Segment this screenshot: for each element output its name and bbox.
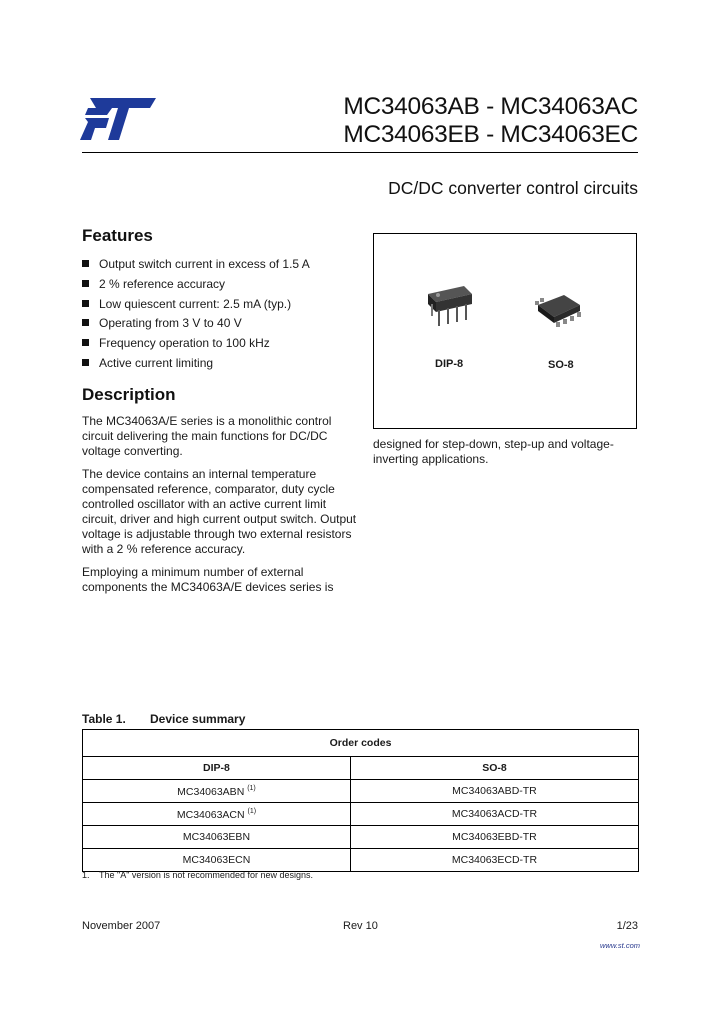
left-column xyxy=(82,226,357,603)
list-item: Low quiescent current: 2.5 mA (typ.) xyxy=(82,296,357,312)
description-heading: Description xyxy=(82,384,176,404)
table-cell: MC34063ECN xyxy=(83,849,351,872)
features-heading: Features xyxy=(82,226,153,245)
square-bullet-icon xyxy=(82,300,89,307)
title-line-1: MC34063AB - MC34063AC xyxy=(343,93,638,120)
table-footnote xyxy=(82,870,313,880)
table-caption xyxy=(82,712,245,726)
table-number: Table 1. xyxy=(82,712,126,726)
table-row xyxy=(83,803,639,826)
square-bullet-icon xyxy=(82,260,89,267)
so8-package-icon xyxy=(534,291,586,331)
list-item: Output switch current in excess of 1.5 A xyxy=(82,256,357,272)
st-logo xyxy=(80,98,156,140)
list-item: 2 % reference accuracy xyxy=(82,276,357,292)
title-line-2: MC34063EB - MC34063EC xyxy=(343,121,638,148)
footer-page-number: 1/23 xyxy=(616,920,638,932)
description-continuation: designed for step-down, step-up and voltage-inverting applications. xyxy=(373,437,614,466)
footnote-number: 1. xyxy=(82,870,90,880)
footer-revision: Rev 10 xyxy=(343,920,378,932)
list-item: Frequency operation to 100 kHz xyxy=(82,335,357,351)
table-cell: MC34063EBN xyxy=(83,826,351,849)
table-row xyxy=(83,780,639,803)
so8-label: SO-8 xyxy=(548,359,574,371)
table-cell: MC34063ABN $^{(1)}$ xyxy=(83,780,351,803)
table-cell: MC34063EBD-TR xyxy=(350,826,638,849)
column-header-dip8: DIP-8 xyxy=(83,757,351,780)
table-cell: MC34063ABD-TR xyxy=(350,780,638,803)
list-item: Active current limiting xyxy=(82,355,357,371)
square-bullet-icon xyxy=(82,319,89,326)
website-link[interactable]: www.st.com xyxy=(599,941,640,950)
square-bullet-icon xyxy=(82,339,89,346)
footer-date: November 2007 xyxy=(82,920,161,932)
table-cell: MC34063ACD-TR xyxy=(350,803,638,826)
description-paragraph: Employing a minimum number of external components the MC34063A/E devices series is xyxy=(82,564,334,594)
footnote-ref: (1) xyxy=(247,784,256,792)
list-item: Operating from 3 V to 40 V xyxy=(82,315,357,331)
footnote-text: The "A" version is not recommended for new designs. xyxy=(99,870,313,880)
table-cell: MC34063ACN $^{(1)}$ xyxy=(83,803,351,826)
column-header-so8: SO-8 xyxy=(350,757,638,780)
description-paragraph: The MC34063A/E series is a monolithic control circuit delivering the main functions for DC/DC voltage converting. xyxy=(82,413,332,458)
document-title xyxy=(343,93,638,149)
document-subtitle: DC/DC converter control circuits xyxy=(388,178,638,198)
footnote-ref: (1) xyxy=(247,807,257,815)
description-paragraph: The device contains an internal temperature compensated reference, comparator, duty cycle controlled oscillator with an active current limit circuit, driver and high current output switch. Output voltage is adjustable through two external resistors with a 2 % reference accuracy. xyxy=(82,466,357,556)
table-row xyxy=(83,849,639,872)
table-title: Device summary xyxy=(150,712,246,726)
square-bullet-icon xyxy=(82,280,89,287)
features-list xyxy=(82,256,357,371)
order-codes-header: Order codes xyxy=(83,730,639,757)
dip8-label: DIP-8 xyxy=(435,358,464,370)
package-figure xyxy=(373,233,637,429)
device-summary-table xyxy=(82,729,639,872)
header-rule xyxy=(82,152,638,153)
square-bullet-icon xyxy=(82,359,89,366)
table-row xyxy=(83,826,639,849)
dip8-package-icon xyxy=(424,282,476,330)
table-cell: MC34063ECD-TR xyxy=(350,849,638,872)
